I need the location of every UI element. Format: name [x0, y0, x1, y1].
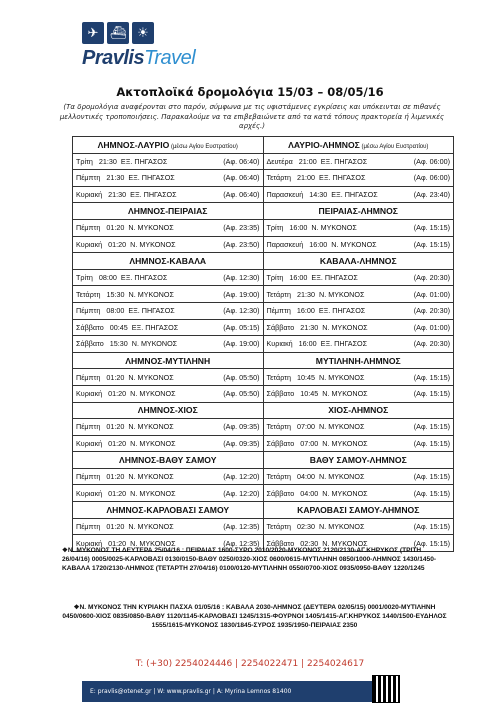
arrival-time: (Αφ. 06:40): [223, 156, 260, 166]
departure-day: Παρασκευή: [266, 190, 304, 200]
ship-name: ΕΞ. ΠΗΓΑΣΟΣ: [120, 273, 168, 283]
arrival-time: (Αφ. 01:00): [413, 289, 450, 299]
schedule-cell: [73, 385, 264, 402]
route-header-row: [73, 137, 454, 154]
arrival-time: (Αφ. 12:20): [223, 472, 260, 482]
arrival-time: (Αφ. 15:15): [413, 538, 450, 548]
schedule-cell: [263, 153, 454, 170]
route-name: ΧΙΟΣ-ΛΗΜΝΟΣ: [328, 405, 389, 416]
route-title: [73, 203, 264, 220]
schedule-cell: [263, 419, 454, 436]
route-name: ΛΗΜΝΟΣ-ΒΑΘΥ ΣΑΜΟΥ: [119, 455, 217, 466]
arrival-time: (Αφ. 12:20): [223, 488, 260, 498]
route-header-row: [73, 253, 454, 270]
ship-name: Ν. ΜΥΚΟΝΟΣ: [128, 422, 174, 432]
departure-time: 16:00: [296, 306, 315, 316]
schedule-table: [72, 136, 454, 552]
departure-day: Τετάρτη: [266, 289, 292, 299]
route-name: ΛΗΜΝΟΣ-ΜΥΤΙΛΗΝΗ: [125, 355, 211, 366]
departure-day: Σάββατο: [266, 322, 295, 332]
arrival-time: (Αφ. 15:15): [413, 472, 450, 482]
schedule-cell: [73, 468, 264, 485]
table-row: [73, 219, 454, 236]
ship-name: ΕΞ. ΠΗΓΑΣΟΣ: [311, 273, 358, 283]
route-name: ΛΗΜΝΟΣ-ΠΕΙΡΑΙΑΣ: [128, 206, 208, 217]
route-name: ΛΗΜΝΟΣ-ΧΙΟΣ: [137, 405, 198, 416]
ship-name: Ν. ΜΥΚΟΝΟΣ: [130, 538, 176, 548]
table-row: [73, 269, 454, 286]
airplane-icon: ✈: [82, 22, 104, 44]
schedule-cell: [73, 269, 264, 286]
table-row: [73, 153, 454, 170]
departure-day: Σάββατο: [266, 488, 295, 498]
ship-name: Ν. ΜΥΚΟΝΟΣ: [128, 372, 174, 382]
departure-time: 07:00: [297, 422, 316, 432]
route-name: ΛΗΜΝΟΣ-ΚΑΡΛΟΒΑΣΙ ΣΑΜΟΥ: [106, 504, 230, 515]
table-row: [73, 435, 454, 452]
arrival-time: (Αφ. 06:40): [223, 190, 260, 200]
departure-day: Τρίτη: [76, 273, 93, 283]
route-title: [263, 452, 454, 469]
qr-code-icon: [372, 675, 400, 703]
route-header-row: [73, 352, 454, 369]
departure-time: 14:30: [309, 190, 328, 200]
schedule-cell: [263, 336, 454, 353]
arrival-time: (Αφ. 20:30): [413, 273, 450, 283]
route-title: [263, 502, 454, 519]
schedule-cell: [263, 186, 454, 203]
arrival-time: (Αφ. 06:40): [223, 173, 260, 183]
ship-name: Ν. ΜΥΚΟΝΟΣ: [130, 438, 176, 448]
table-row: [73, 319, 454, 336]
departure-day: Τετάρτη: [76, 289, 101, 299]
ship-name: Ν. ΜΥΚΟΝΟΣ: [128, 223, 174, 233]
ship-name: Ν. ΜΥΚΟΝΟΣ: [130, 488, 176, 498]
schedule-cell: [73, 236, 264, 253]
schedule-cell: [263, 385, 454, 402]
departure-day: Κυριακή: [266, 339, 293, 349]
departure-day: Σάββατο: [266, 538, 295, 548]
company-logo: [82, 22, 202, 80]
departure-day: Πέμπτη: [76, 422, 101, 432]
arrival-time: (Αφ. 19:00): [223, 339, 260, 349]
ship-name: Ν. ΜΥΚΟΝΟΣ: [128, 472, 174, 482]
schedule-cell: [263, 170, 454, 187]
page-title: Ακτοπλοϊκά δρομολόγια 15/03 – 08/05/16: [116, 85, 384, 99]
departure-day: Σάββατο: [266, 438, 295, 448]
table-row: [73, 518, 454, 535]
departure-day: Σάββατο: [266, 389, 295, 399]
departure-time: 01:20: [108, 538, 127, 548]
departure-time: 16:00: [309, 239, 328, 249]
schedule-cell: [263, 302, 454, 319]
table-row: [73, 369, 454, 386]
route-title: [263, 203, 454, 220]
schedule-cell: [263, 468, 454, 485]
departure-time: 01:20: [106, 472, 125, 482]
schedule-cell: [73, 286, 264, 303]
ship-name: Ν. ΜΥΚΟΝΟΣ: [322, 538, 368, 548]
schedule-cell: [73, 319, 264, 336]
departure-day: Τρίτη: [76, 156, 93, 166]
route-title: [263, 253, 454, 270]
departure-day: Πέμπτη: [76, 306, 101, 316]
route-header-row: [73, 402, 454, 419]
route-title: [73, 502, 264, 519]
departure-day: Κυριακή: [76, 538, 103, 548]
departure-time: 21:00: [297, 173, 316, 183]
ship-name: Ν. ΜΥΚΟΝΟΣ: [319, 422, 365, 432]
arrival-time: (Αφ. 01:00): [413, 322, 450, 332]
departure-time: 21:30: [300, 322, 319, 332]
route-name: ΛΑΥΡΙΟ-ΛΗΜΝΟΣ: [288, 139, 360, 150]
arrival-time: (Αφ. 23:50): [223, 239, 260, 249]
route-title: [73, 352, 264, 369]
route-via: (μέσω Αγίου Ευστρατίου): [359, 143, 429, 150]
departure-time: 01:20: [108, 239, 127, 249]
arrival-time: (Αφ. 19:00): [223, 289, 260, 299]
departure-day: Κυριακή: [76, 389, 103, 399]
special-note-2: ❖Ν. ΜΥΚΟΝΟΣ ΤΗΝ ΚΥΡΙΑΚΗ ΠΑΣΧΑ 01/05/16 : ΚΑΒΑΛΑ 2030-ΛΗΜΝΟΣ (ΔΕΥΤΕΡΑ 02/05/15) 0001/0020-ΜΥΤΙΛΗΝΗ 0450/0600-ΧΙΟΣ 0835/0850-ΒΑΘΥ 1120/1145-ΚΑΡΛΟΒΑΣΙ 1245/1315-ΦΟΥΡΝΟΙ 1405/1415-ΑΓ.ΚΗΡΥΚΟΣ 1440/1500-ΕΥΔΗΛΟΣ 1555/1615-ΜΥΚΟΝΟΣ 1830/1845-ΣΥΡΟΣ 1935/1950-ΠΕΙΡΑΙΑΣ 2350: [62, 604, 447, 629]
departure-time: 00:45: [109, 322, 128, 332]
schedule-cell: [263, 219, 454, 236]
schedule-cell: [263, 435, 454, 452]
departure-day: Τετάρτη: [266, 472, 292, 482]
arrival-time: (Αφ. 15:15): [413, 422, 450, 432]
ship-name: Ν. ΜΥΚΟΝΟΣ: [128, 521, 174, 531]
departure-time: 01:20: [106, 521, 125, 531]
departure-day: Πέμπτη: [76, 472, 101, 482]
departure-day: Πέμπτη: [266, 306, 291, 316]
ship-icon: ⛴: [107, 22, 129, 44]
ship-name: Ν. ΜΥΚΟΝΟΣ: [322, 322, 368, 332]
table-row: [73, 419, 454, 436]
route-name: ΠΕΙΡΑΙΑΣ-ΛΗΜΝΟΣ: [318, 206, 398, 217]
arrival-time: (Αφ. 12:30): [223, 273, 260, 283]
ship-name: ΕΞ. ΠΗΓΑΣΟΣ: [320, 156, 368, 166]
route-name: ΚΑΡΛΟΒΑΣΙ ΣΑΜΟΥ-ΛΗΜΝΟΣ: [297, 504, 420, 515]
ship-name: ΕΞ. ΠΗΓΑΣΟΣ: [331, 190, 378, 200]
departure-day: Πέμπτη: [76, 173, 101, 183]
table-row: [73, 385, 454, 402]
schedule-cell: [263, 518, 454, 535]
ship-name: Ν. ΜΥΚΟΝΟΣ: [130, 239, 176, 249]
ship-name: Ν. ΜΥΚΟΝΟΣ: [322, 389, 368, 399]
arrival-time: (Αφ. 05:50): [223, 372, 260, 382]
departure-time: 01:20: [108, 389, 127, 399]
departure-time: 02:30: [300, 538, 319, 548]
ship-name: Ν. ΜΥΚΟΝΟΣ: [319, 521, 365, 531]
route-name: ΛΗΜΝΟΣ-ΛΑΥΡΙΟ: [97, 139, 170, 150]
route-title: [73, 137, 264, 154]
schedule-cell: [73, 219, 264, 236]
ship-name: ΕΞ. ΠΗΓΑΣΟΣ: [318, 306, 366, 316]
ship-name: ΕΞ. ΠΗΓΑΣΟΣ: [320, 339, 368, 349]
table-row: [73, 286, 454, 303]
departure-day: Παρασκευή: [266, 239, 304, 249]
departure-day: Δευτέρα: [266, 156, 293, 166]
logo-text: PravlisTravel: [82, 47, 196, 69]
departure-day: Κυριακή: [76, 438, 103, 448]
ship-name: Ν. ΜΥΚΟΝΟΣ: [319, 472, 365, 482]
departure-day: Κυριακή: [76, 239, 103, 249]
route-header-row: [73, 203, 454, 220]
arrival-time: (Αφ. 06:00): [413, 173, 450, 183]
departure-time: 21:30: [108, 190, 127, 200]
arrival-time: (Αφ. 09:35): [223, 438, 260, 448]
ship-name: Ν. ΜΥΚΟΝΟΣ: [319, 289, 365, 299]
departure-day: Τετάρτη: [266, 521, 292, 531]
arrival-time: (Αφ. 20:30): [413, 339, 450, 349]
schedule-cell: [73, 485, 264, 502]
logo-icons: [82, 22, 202, 44]
schedule-cell: [73, 419, 264, 436]
departure-time: 15:30: [109, 339, 128, 349]
departure-time: 01:20: [106, 372, 125, 382]
arrival-time: (Αφ. 20:30): [413, 306, 450, 316]
schedule-cell: [73, 186, 264, 203]
arrival-time: (Αφ. 12:35): [223, 538, 260, 548]
departure-time: 21:30: [98, 156, 117, 166]
route-header-row: [73, 502, 454, 519]
ship-name: Ν. ΜΥΚΟΝΟΣ: [322, 438, 368, 448]
ship-name: Ν. ΜΥΚΟΝΟΣ: [311, 223, 357, 233]
arrival-time: (Αφ. 05:50): [223, 389, 260, 399]
schedule-cell: [263, 286, 454, 303]
departure-time: 21:30: [106, 173, 125, 183]
arrival-time: (Αφ. 15:15): [413, 521, 450, 531]
departure-time: 16:00: [289, 273, 308, 283]
departure-day: Σάββατο: [76, 339, 104, 349]
table-row: [73, 485, 454, 502]
departure-time: 16:00: [298, 339, 317, 349]
departure-day: Πέμπτη: [76, 223, 101, 233]
ship-name: ΕΞ. ΠΗΓΑΣΟΣ: [130, 190, 177, 200]
arrival-time: (Αφ. 15:15): [413, 239, 450, 249]
departure-time: 01:20: [106, 223, 125, 233]
departure-day: Τετάρτη: [266, 372, 292, 382]
ship-name: ΕΞ. ΠΗΓΑΣΟΣ: [128, 306, 175, 316]
ship-name: ΕΞ. ΠΗΓΑΣΟΣ: [319, 173, 366, 183]
route-via: (μέσω Αγίου Ευστρατίου): [169, 143, 238, 150]
departure-day: Τρίτη: [266, 223, 284, 233]
route-title: [263, 402, 454, 419]
departure-day: Τρίτη: [266, 273, 284, 283]
schedule-cell: [263, 319, 454, 336]
schedule-cell: [73, 153, 264, 170]
special-note-1: ❖Ν. ΜΥΚΟΝΟΣ ΤΗ ΔΕΥΤΕΡΑ 25/04/16 : ΠΕΙΡΑΙΑΣ 1600-ΣΥΡΟ 2010/2020-ΜΥΚΟΝΟΣ 2120/2130-ΑΓ.ΚΗΡΥΚΟΣ (ΤΡΙΤΗ 26/04/16) 0005/0025-ΚΑΡΛΟΒΑΣΙ 0130/0150-ΒΑΘΥ 0250/0320-ΧΙΟΣ 0600/0615-ΜΥΤΙΛΗΝΗ 0850/1000-ΛΗΜΝΟΣ 1430/1450-ΚΑΒΑΛΑ 1720/2130-ΛΗΜΝΟΣ (ΤΕΤΑΡΤΗ 27/04/16) 0100/0120-ΜΥΤΙΛΗΝΗ 0550/0700-ΧΙΟΣ 0935/0950-ΒΑΘΥ 1220/1245: [62, 547, 437, 572]
departure-day: Τετάρτη: [266, 173, 292, 183]
arrival-time: (Αφ. 15:15): [413, 488, 450, 498]
route-title: [73, 452, 264, 469]
arrival-time: (Αφ. 06:00): [413, 156, 450, 166]
schedule-cell: [263, 236, 454, 253]
schedule-cell: [73, 518, 264, 535]
departure-time: 07:00: [300, 438, 319, 448]
route-name: ΜΥΤΙΛΗΝΗ-ΛΗΜΝΟΣ: [315, 355, 401, 366]
disclaimer-note: (Τα δρομολόγια αναφέρονται στο παρόν, σύμφωνα με τις υφιστάμενες εγκρίσεις και υπόκεινται σε πιθανές μελλοντικές τροποποιήσεις. Παρακαλούμε να τα επιβεβαιώνετε από τα κατά τόπους πρακτορεία ή λιμενικές αρχές.): [59, 103, 445, 130]
schedule-cell: [73, 302, 264, 319]
table-row: [73, 468, 454, 485]
departure-time: 10:45: [300, 389, 319, 399]
departure-day: Κυριακή: [76, 190, 103, 200]
route-name: ΚΑΒΑΛΑ-ΛΗΜΝΟΣ: [319, 255, 397, 266]
ship-name: ΕΞ. ΠΗΓΑΣΟΣ: [120, 156, 168, 166]
departure-time: 21:30: [297, 289, 316, 299]
departure-time: 02:30: [297, 521, 316, 531]
schedule-cell: [73, 170, 264, 187]
phone-numbers: T: (+30) 2254024446 | 2254022471 | 2254024617: [135, 659, 365, 669]
table-row: [73, 186, 454, 203]
ship-name: Ν. ΜΥΚΟΝΟΣ: [128, 289, 174, 299]
departure-day: Τετάρτη: [266, 422, 292, 432]
schedule-cell: [73, 435, 264, 452]
contact-footer: E: pravlis@otenet.gr | W: www.pravlis.gr | A: Myrina Lemnos 81400: [82, 681, 372, 702]
departure-time: 08:00: [98, 273, 117, 283]
ship-name: ΕΞ. ΠΗΓΑΣΟΣ: [128, 173, 175, 183]
departure-time: 04:00: [297, 472, 316, 482]
ship-name: Ν. ΜΥΚΟΝΟΣ: [130, 389, 176, 399]
departure-day: Σάββατο: [76, 322, 104, 332]
arrival-time: (Αφ. 15:15): [413, 389, 450, 399]
route-name: ΛΗΜΝΟΣ-ΚΑΒΑΛΑ: [129, 255, 207, 266]
route-title: [263, 352, 454, 369]
ship-name: Ν. ΜΥΚΟΝΟΣ: [331, 239, 377, 249]
route-title: [73, 253, 264, 270]
arrival-time: (Αφ. 05:15): [223, 322, 260, 332]
departure-time: 15:30: [106, 289, 125, 299]
arrival-time: (Αφ. 09:35): [223, 422, 260, 432]
arrival-time: (Αφ. 12:30): [223, 306, 260, 316]
route-title: [263, 137, 454, 154]
ship-name: Ν. ΜΥΚΟΝΟΣ: [131, 339, 178, 349]
arrival-time: (Αφ. 23:35): [223, 223, 260, 233]
schedule-cell: [263, 269, 454, 286]
ship-name: Ν. ΜΥΚΟΝΟΣ: [322, 488, 368, 498]
palm-tree-icon: ☀: [132, 22, 154, 44]
arrival-time: (Αφ. 23:40): [413, 190, 450, 200]
departure-day: Πέμπτη: [76, 372, 101, 382]
table-row: [73, 336, 454, 353]
departure-time: 01:20: [108, 438, 127, 448]
departure-day: Κυριακή: [76, 488, 103, 498]
route-title: [73, 402, 264, 419]
schedule-cell: [73, 336, 264, 353]
table-row: [73, 170, 454, 187]
departure-time: 01:20: [108, 488, 127, 498]
ship-name: ΕΞ. ΠΗΓΑΣΟΣ: [131, 322, 179, 332]
departure-time: 21:00: [298, 156, 317, 166]
route-name: ΒΑΘΥ ΣΑΜΟΥ-ΛΗΜΝΟΣ: [309, 455, 407, 466]
departure-time: 16:00: [289, 223, 308, 233]
departure-time: 08:00: [106, 306, 125, 316]
departure-day: Πέμπτη: [76, 521, 101, 531]
schedule-cell: [263, 485, 454, 502]
arrival-time: (Αφ. 12:35): [223, 521, 260, 531]
departure-time: 10:45: [297, 372, 316, 382]
arrival-time: (Αφ. 15:15): [413, 438, 450, 448]
departure-time: 01:20: [106, 422, 125, 432]
table-row: [73, 236, 454, 253]
route-header-row: [73, 452, 454, 469]
departure-time: 04:00: [300, 488, 319, 498]
schedule-cell: [73, 369, 264, 386]
arrival-time: (Αφ. 15:15): [413, 223, 450, 233]
table-row: [73, 302, 454, 319]
ship-name: Ν. ΜΥΚΟΝΟΣ: [319, 372, 365, 382]
arrival-time: (Αφ. 15:15): [413, 372, 450, 382]
schedule-cell: [263, 369, 454, 386]
